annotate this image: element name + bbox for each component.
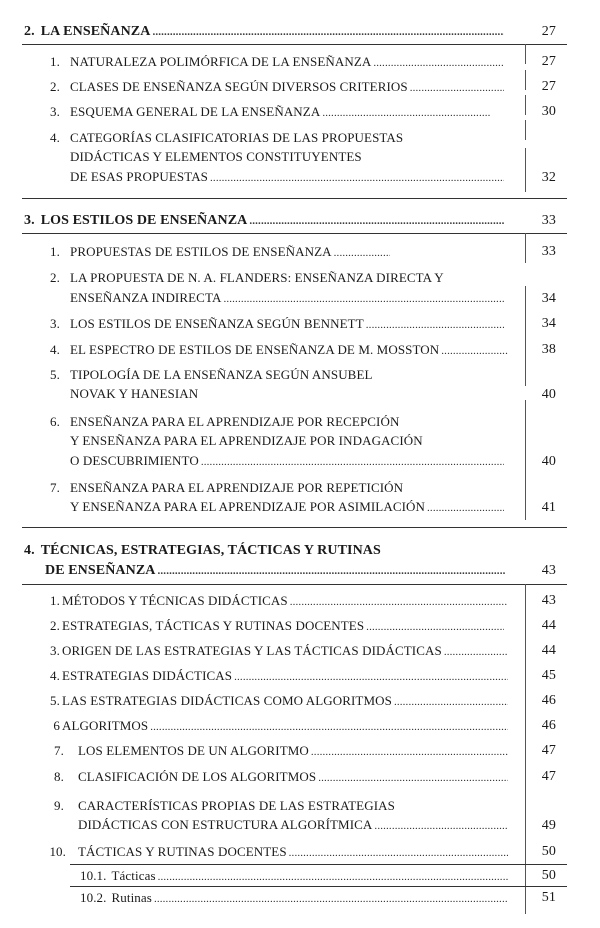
- item-page-number: 34: [541, 316, 556, 331]
- chapter-title-line: TÉCNICAS, ESTRATEGIAS, TÁCTICAS Y RUTINAS: [40, 543, 381, 558]
- dot-leader: [366, 314, 504, 335]
- item-title-line: DIDÁCTICAS Y ELEMENTOS CONSTITUYENTES: [70, 149, 362, 164]
- item-title-line: O DESCUBRIMIENTO: [70, 453, 199, 468]
- item-title: LAS ESTRATEGIAS DIDÁCTICAS COMO ALGORITMOS: [62, 693, 392, 708]
- item-page-number: 45: [541, 668, 556, 683]
- dot-leader: [318, 767, 508, 788]
- dot-leader: [322, 102, 490, 123]
- dot-leader: [290, 591, 508, 612]
- item-title-line: CATEGORÍAS CLASIFICATORIAS DE LAS PROPUESTAS: [70, 130, 404, 145]
- item-number: 2.: [50, 79, 60, 94]
- item-number: 1.: [50, 54, 60, 69]
- item-page-number: 40: [541, 454, 556, 469]
- item-title-line: TIPOLOGÍA DE LA ENSEÑANZA SEGÚN ANSUBEL: [70, 367, 373, 382]
- subitem-title: Rutinas: [111, 890, 152, 905]
- item-page-number: 47: [541, 743, 556, 758]
- item-number: 6: [53, 718, 60, 733]
- item-number: 1.: [50, 244, 60, 259]
- item-title: LOS ESTILOS DE ENSEÑANZA SEGÚN BENNETT: [70, 316, 364, 331]
- dot-leader: [150, 716, 508, 737]
- item-title: NATURALEZA POLIMÓRFICA DE LA ENSEÑANZA: [70, 54, 372, 69]
- item-number: 8.: [54, 769, 64, 784]
- item-page-number: 41: [541, 500, 556, 515]
- item-title: ORIGEN DE LAS ESTRATEGIAS Y LAS TÁCTICAS DIDÁCTICAS: [62, 643, 442, 658]
- dot-leader: [152, 22, 504, 42]
- item-title: LOS ELEMENTOS DE UN ALGORITMO: [78, 743, 309, 758]
- item-title: ESTRATEGIAS DIDÁCTICAS: [62, 668, 233, 683]
- item-number: 3.: [50, 104, 60, 119]
- item-title: CLASIFICACIÓN DE LOS ALGORITMOS: [78, 769, 317, 784]
- dot-leader: [373, 52, 504, 73]
- chapter-title-line: DE ENSEÑANZA: [45, 563, 156, 578]
- item-page-number: 44: [541, 618, 556, 633]
- page-column-divider: [525, 286, 526, 386]
- chapter-divider: [22, 233, 567, 234]
- item-title-line: Y ENSEÑANZA PARA EL APRENDIZAJE POR INDAGACIÓN: [70, 433, 423, 448]
- dot-leader: [154, 888, 508, 909]
- item-title: TÁCTICAS Y RUTINAS DOCENTES: [78, 844, 287, 859]
- item-title: ALGORITMOS: [62, 718, 149, 733]
- chapter-divider: [22, 584, 567, 585]
- item-number: 3.: [50, 643, 60, 658]
- subitem-number: 10.2.: [80, 890, 107, 905]
- item-page-number: 33: [541, 244, 556, 259]
- item-number: 3.: [50, 316, 60, 331]
- item-number: 9.: [54, 798, 64, 813]
- chapter-divider: [22, 198, 567, 199]
- item-number: 10.: [49, 844, 66, 859]
- subitem-page-number: 51: [541, 890, 556, 905]
- chapter-title: LA ENSEÑANZA: [40, 24, 151, 39]
- page-column-divider: [525, 120, 526, 140]
- dot-leader: [374, 815, 508, 836]
- item-title-line: DIDÁCTICAS CON ESTRUCTURA ALGORÍTMICA: [78, 817, 373, 832]
- item-page-number: 38: [541, 342, 556, 357]
- dot-leader: [234, 666, 508, 687]
- sub-divider: [70, 886, 567, 887]
- chapter-title: LOS ESTILOS DE ENSEÑANZA: [40, 213, 248, 228]
- chapter-page-number: 43: [541, 563, 556, 578]
- item-title-line: Y ENSEÑANZA PARA EL APRENDIZAJE POR ASIMILACIÓN: [70, 499, 426, 514]
- page-column-divider: [525, 148, 526, 192]
- item-title: MÉTODOS Y TÉCNICAS DIDÁCTICAS: [62, 593, 288, 608]
- dot-leader: [394, 691, 508, 712]
- dot-leader: [158, 866, 508, 887]
- subitem-page-number: 50: [541, 868, 556, 883]
- item-number: 7.: [54, 743, 64, 758]
- item-title-line: DE ESAS PROPUESTAS: [70, 169, 209, 184]
- dot-leader: [201, 451, 504, 472]
- item-page-number: 47: [541, 769, 556, 784]
- dot-leader: [158, 561, 506, 581]
- item-page-number: 27: [541, 79, 556, 94]
- item-number: 2.: [50, 270, 60, 285]
- item-page-number: 32: [541, 170, 556, 185]
- dot-leader: [249, 211, 504, 231]
- item-page-number: 40: [541, 387, 556, 402]
- item-title: CLASES DE ENSEÑANZA SEGÚN DIVERSOS CRITERIOS: [70, 79, 408, 94]
- item-number: 4.: [50, 342, 60, 357]
- item-title: ESQUEMA GENERAL DE LA ENSEÑANZA: [70, 104, 321, 119]
- item-page-number: 46: [541, 693, 556, 708]
- item-page-number: 44: [541, 643, 556, 658]
- dot-leader: [444, 641, 508, 662]
- item-title: EL ESPECTRO DE ESTILOS DE ENSEÑANZA DE M. MOSSTON: [70, 342, 440, 357]
- item-number: 5.: [50, 367, 60, 382]
- item-page-number: 46: [541, 718, 556, 733]
- item-title: ESTRATEGIAS, TÁCTICAS Y RUTINAS DOCENTES: [62, 618, 365, 633]
- dot-leader: [311, 741, 508, 762]
- item-page-number: 34: [541, 291, 556, 306]
- dot-leader: [366, 616, 504, 637]
- chapter-number: 4.: [24, 543, 35, 558]
- item-title-line: ENSEÑANZA INDIRECTA: [70, 290, 222, 305]
- dot-leader: [210, 167, 504, 188]
- chapter-divider: [22, 527, 567, 528]
- chapter-page-number: 33: [541, 213, 556, 228]
- item-title-line: ENSEÑANZA PARA EL APRENDIZAJE POR RECEPCIÓN: [70, 414, 400, 429]
- item-page-number: 50: [541, 844, 556, 859]
- item-number: 4.: [50, 130, 60, 145]
- dot-leader: [427, 497, 504, 518]
- item-title-line: LA PROPUESTA DE N. A. FLANDERS: ENSEÑANZA DIRECTA Y: [70, 270, 444, 285]
- dot-leader: [289, 842, 508, 863]
- dot-leader: [223, 288, 504, 309]
- item-number: 1.: [50, 593, 60, 608]
- item-number: 6.: [50, 414, 60, 429]
- chapter-number: 2.: [24, 24, 35, 39]
- item-number: 4.: [50, 668, 60, 683]
- item-title-line: CARACTERÍSTICAS PROPIAS DE LAS ESTRATEGIAS: [78, 798, 395, 813]
- dot-leader: [334, 242, 390, 263]
- subitem-number: 10.1.: [80, 868, 107, 883]
- dot-leader: [441, 340, 508, 361]
- item-page-number: 30: [541, 104, 556, 119]
- chapter-divider: [22, 44, 567, 45]
- chapter-number: 3.: [24, 213, 35, 228]
- item-page-number: 49: [541, 818, 556, 833]
- item-number: 7.: [50, 480, 60, 495]
- item-number: 2.: [50, 618, 60, 633]
- item-page-number: 27: [541, 54, 556, 69]
- item-number: 5.: [50, 693, 60, 708]
- item-title: PROPUESTAS DE ESTILOS DE ENSEÑANZA: [70, 244, 332, 259]
- subitem-title: Tácticas: [111, 868, 156, 883]
- item-title-line: NOVAK Y HANESIAN: [70, 386, 199, 401]
- item-title-line: ENSEÑANZA PARA EL APRENDIZAJE POR REPETICIÓN: [70, 480, 404, 495]
- chapter-page-number: 27: [541, 24, 556, 39]
- sub-divider: [70, 864, 567, 865]
- dot-leader: [410, 77, 504, 98]
- item-page-number: 43: [541, 593, 556, 608]
